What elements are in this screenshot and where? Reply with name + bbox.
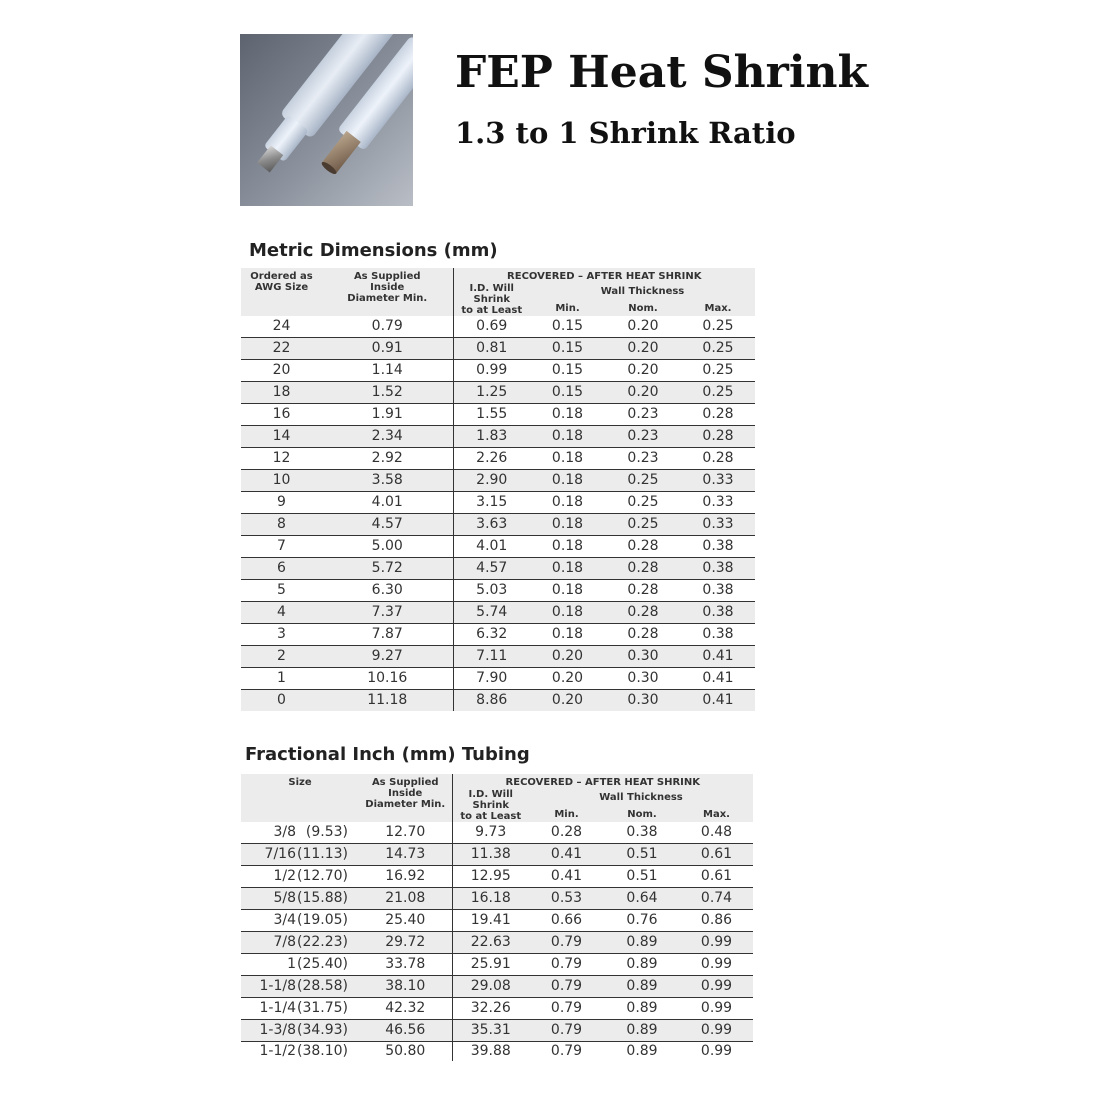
wall-max-cell: 0.25 (681, 360, 755, 382)
recovered-id-cell: 3.63 (453, 514, 530, 536)
wall-max-cell: 0.99 (680, 998, 753, 1020)
awg-size-cell: 6 (241, 558, 322, 580)
as-supplied-id-cell: 16.92 (359, 866, 452, 888)
wall-min-cell: 0.15 (530, 316, 605, 338)
wall-max-cell: 0.33 (681, 514, 755, 536)
size-cell (241, 954, 359, 976)
recovered-id-cell: 4.01 (453, 536, 530, 558)
recovered-id-cell: 16.18 (452, 888, 529, 910)
as-supplied-id-cell: 5.72 (322, 558, 453, 580)
wall-min-cell: 0.15 (530, 382, 605, 404)
fraction-section-title: Fractional Inch (mm) Tubing (245, 744, 530, 765)
wall-min-cell: 0.18 (530, 580, 605, 602)
table-row (241, 448, 755, 470)
wall-nom-cell: 0.23 (605, 426, 681, 448)
wall-nom-cell: 0.23 (605, 448, 681, 470)
wall-min-cell: 0.18 (530, 448, 605, 470)
awg-size-cell: 4 (241, 602, 322, 624)
metric-dimensions-table (241, 268, 755, 711)
wall-nom-cell: 0.28 (605, 624, 681, 646)
wall-nom-cell: 0.30 (605, 690, 681, 712)
table-row (241, 426, 755, 448)
size-fraction: 1 (287, 956, 296, 972)
column-header-min: Min. (529, 803, 604, 822)
awg-size-cell: 1 (241, 668, 322, 690)
as-supplied-id-cell: 2.34 (322, 426, 453, 448)
wall-max-cell: 0.61 (680, 844, 753, 866)
wall-nom-cell: 0.51 (604, 866, 680, 888)
recovered-id-cell: 5.03 (453, 580, 530, 602)
wall-max-cell: 0.28 (681, 426, 755, 448)
as-supplied-id-cell: 0.79 (322, 316, 453, 338)
wall-max-cell: 0.33 (681, 470, 755, 492)
wall-min-cell: 0.18 (530, 470, 605, 492)
wall-nom-cell: 0.23 (605, 404, 681, 426)
recovered-id-cell: 2.90 (453, 470, 530, 492)
wall-nom-cell: 0.89 (604, 1020, 680, 1042)
wall-nom-cell: 0.20 (605, 316, 681, 338)
wall-min-cell: 0.20 (530, 646, 605, 668)
awg-size-cell: 0 (241, 690, 322, 712)
wall-max-cell: 0.99 (680, 932, 753, 954)
size-cell (241, 998, 359, 1020)
wall-max-cell: 0.38 (681, 580, 755, 602)
awg-size-cell: 7 (241, 536, 322, 558)
wall-max-cell: 0.33 (681, 492, 755, 514)
table-row (241, 580, 755, 602)
size-cell (241, 910, 359, 932)
wall-max-cell: 0.99 (680, 976, 753, 998)
table-row (241, 338, 755, 360)
wall-nom-cell: 0.25 (605, 514, 681, 536)
wall-max-cell: 0.99 (680, 954, 753, 976)
as-supplied-id-cell: 11.18 (322, 690, 453, 712)
table-row (241, 888, 753, 910)
wall-max-cell: 0.41 (681, 668, 755, 690)
column-group-wall-thickness: Wall Thickness (529, 789, 753, 803)
awg-size-cell: 18 (241, 382, 322, 404)
awg-size-cell: 24 (241, 316, 322, 338)
wall-nom-cell: 0.89 (604, 932, 680, 954)
recovered-id-cell: 7.90 (453, 668, 530, 690)
size-mm: (19.05) (296, 912, 348, 928)
recovered-id-cell: 12.95 (452, 866, 529, 888)
awg-size-cell: 3 (241, 624, 322, 646)
as-supplied-id-cell: 4.01 (322, 492, 453, 514)
wall-max-cell: 0.48 (680, 822, 753, 844)
product-photo (240, 34, 413, 206)
wall-max-cell: 0.99 (680, 1020, 753, 1042)
wall-min-cell: 0.79 (529, 954, 604, 976)
wall-min-cell: 0.18 (530, 514, 605, 536)
awg-size-cell: 22 (241, 338, 322, 360)
column-header-id-shrink: I.D. Will Shrink to at Least (453, 283, 530, 316)
wall-min-cell: 0.79 (550, 1043, 583, 1059)
awg-size-cell: 8 (241, 514, 322, 536)
as-supplied-id-cell: 33.78 (359, 954, 452, 976)
wall-min-cell: 0.18 (530, 404, 605, 426)
size-cell (241, 888, 359, 910)
recovered-id-cell: 6.32 (453, 624, 530, 646)
size-fraction: 3/8 (273, 824, 296, 840)
recovered-id-cell: 7.11 (453, 646, 530, 668)
size-cell (241, 866, 359, 888)
metric-section-title: Metric Dimensions (mm) (249, 240, 498, 261)
wall-min-cell: 0.15 (530, 360, 605, 382)
wall-min-cell: 0.79 (529, 998, 604, 1020)
as-supplied-id-cell: 29.72 (359, 932, 452, 954)
recovered-id-cell: 5.74 (453, 602, 530, 624)
as-supplied-id-cell: 12.70 (359, 822, 452, 844)
size-fraction: 1/2 (273, 868, 296, 884)
column-header-id-shrink: I.D. Will Shrink to at Least (452, 789, 529, 822)
wall-min-cell: 0.18 (530, 536, 605, 558)
wall-nom-cell: 0.89 (604, 954, 680, 976)
wall-nom-cell: 0.30 (605, 646, 681, 668)
page-subtitle: 1.3 to 1 Shrink Ratio (455, 116, 796, 150)
size-fraction: 3/4 (273, 912, 296, 928)
wall-max-cell: 0.25 (681, 316, 755, 338)
recovered-id-cell: 0.69 (453, 316, 530, 338)
table-row (241, 514, 755, 536)
size-fraction: 5/8 (273, 890, 296, 906)
wall-min-cell: 0.41 (529, 844, 604, 866)
awg-size-cell: 16 (241, 404, 322, 426)
table-row (241, 1042, 753, 1062)
wall-nom-cell: 0.89 (604, 976, 680, 998)
size-fraction: 7/16 (264, 846, 296, 862)
awg-size-cell: 5 (241, 580, 322, 602)
wall-nom-cell: 0.20 (605, 360, 681, 382)
wall-max-cell: 0.25 (681, 382, 755, 404)
wall-max-cell: 0.41 (681, 646, 755, 668)
column-header-as-supplied: As Supplied Inside Diameter Min. (359, 774, 452, 822)
wall-nom-cell: 0.76 (604, 910, 680, 932)
table-row (241, 844, 753, 866)
wall-min-cell: 0.66 (529, 910, 604, 932)
size-fraction: 1-3/8 (259, 1022, 296, 1038)
as-supplied-id-cell: 10.16 (322, 668, 453, 690)
recovered-id-cell: 0.81 (453, 338, 530, 360)
size-cell (241, 1020, 359, 1042)
table-row (241, 470, 755, 492)
wall-nom-cell: 0.89 (626, 1043, 658, 1059)
as-supplied-id-cell: 2.92 (322, 448, 453, 470)
recovered-id-cell: 19.41 (452, 910, 529, 932)
wall-nom-cell: 0.28 (605, 580, 681, 602)
wall-min-cell: 0.79 (529, 932, 604, 954)
wall-nom-cell: 0.25 (605, 492, 681, 514)
as-supplied-id-cell: 14.73 (359, 844, 452, 866)
size-mm: (9.53) (305, 824, 348, 840)
size-mm: (11.13) (296, 846, 348, 862)
table-row (241, 954, 753, 976)
table-row (241, 316, 755, 338)
wall-min-cell: 0.53 (529, 888, 604, 910)
size-cell (241, 976, 359, 998)
as-supplied-id-cell: 7.87 (322, 624, 453, 646)
wall-nom-cell: 0.28 (605, 602, 681, 624)
size-mm: (15.88) (296, 890, 348, 906)
column-header-awg-size: Ordered as AWG Size (241, 268, 322, 316)
table-row (241, 690, 755, 712)
column-group-wall-thickness: Wall Thickness (530, 283, 755, 297)
size-fraction: 7/8 (273, 934, 296, 950)
wall-max-cell: 0.74 (680, 888, 753, 910)
wall-nom-cell: 0.20 (605, 382, 681, 404)
column-header-nom: Nom. (604, 803, 680, 822)
wall-nom-cell: 0.25 (605, 470, 681, 492)
size-mm: (31.75) (296, 1000, 348, 1016)
wall-max-cell: 0.38 (681, 536, 755, 558)
as-supplied-id-cell: 38.10 (359, 976, 452, 998)
wall-max-cell: 0.28 (681, 448, 755, 470)
table-row (241, 602, 755, 624)
table-row (241, 998, 753, 1020)
recovered-id-cell: 8.86 (453, 690, 530, 712)
size-mm: (38.10) (296, 1043, 348, 1059)
as-supplied-id-cell: 1.91 (322, 404, 453, 426)
table-row (241, 360, 755, 382)
column-header-size: Size (241, 774, 359, 822)
recovered-id-cell: 35.31 (452, 1020, 529, 1042)
wall-max-cell: 0.99 (700, 1043, 733, 1059)
size-mm: (22.23) (296, 934, 348, 950)
wall-min-cell: 0.18 (530, 624, 605, 646)
fractional-inch-table (241, 774, 753, 1061)
table-row (241, 646, 755, 668)
wall-min-cell: 0.18 (530, 558, 605, 580)
size-fraction: 1-1/8 (259, 978, 296, 994)
table-row (241, 866, 753, 888)
wall-max-cell: 0.25 (681, 338, 755, 360)
size-mm: (28.58) (296, 978, 348, 994)
wall-min-cell: 0.28 (529, 822, 604, 844)
wall-max-cell: 0.41 (681, 690, 755, 712)
column-header-as-supplied: As Supplied Inside Diameter Min. (322, 268, 453, 316)
column-header-nom: Nom. (605, 297, 681, 316)
as-supplied-id-cell: 46.56 (359, 1020, 452, 1042)
wall-min-cell: 0.79 (529, 1020, 604, 1042)
wall-nom-cell: 0.38 (604, 822, 680, 844)
wall-nom-cell: 0.64 (604, 888, 680, 910)
size-cell (241, 844, 359, 866)
as-supplied-id-cell: 42.32 (359, 998, 452, 1020)
size-mm: (34.93) (296, 1022, 348, 1038)
recovered-id-cell: 39.88 (452, 1042, 529, 1062)
wall-min-cell: 0.18 (530, 602, 605, 624)
as-supplied-id-cell: 25.40 (359, 910, 452, 932)
awg-size-cell: 20 (241, 360, 322, 382)
wall-nom-cell: 0.89 (604, 998, 680, 1020)
as-supplied-id-cell: 9.27 (322, 646, 453, 668)
recovered-id-cell: 1.25 (453, 382, 530, 404)
table-row (241, 932, 753, 954)
table-row (241, 624, 755, 646)
size-mm: (12.70) (296, 868, 348, 884)
table-row (241, 1020, 753, 1042)
recovered-id-cell: 9.73 (452, 822, 529, 844)
as-supplied-id-cell: 21.08 (359, 888, 452, 910)
wall-nom-cell: 0.30 (605, 668, 681, 690)
table-row (241, 558, 755, 580)
as-supplied-id-cell: 1.52 (322, 382, 453, 404)
wall-min-cell: 0.41 (529, 866, 604, 888)
as-supplied-id-cell: 0.91 (322, 338, 453, 360)
wall-min-cell: 0.20 (530, 668, 605, 690)
size-fraction: 1-1/2 (259, 1043, 296, 1059)
wall-max-cell: 0.86 (680, 910, 753, 932)
wall-max-cell: 0.38 (681, 558, 755, 580)
awg-size-cell: 9 (241, 492, 322, 514)
as-supplied-id-cell: 6.30 (322, 580, 453, 602)
heat-shrink-tubing-image (240, 34, 413, 206)
table-row (241, 404, 755, 426)
as-supplied-id-cell: 4.57 (322, 514, 453, 536)
recovered-id-cell: 2.26 (453, 448, 530, 470)
awg-size-cell: 12 (241, 448, 322, 470)
wall-nom-cell: 0.51 (604, 844, 680, 866)
recovered-id-cell: 22.63 (452, 932, 529, 954)
table-row (241, 822, 753, 844)
table-row (241, 668, 755, 690)
wall-max-cell: 0.38 (681, 602, 755, 624)
as-supplied-id-cell: 7.37 (322, 602, 453, 624)
column-group-recovered: RECOVERED – AFTER HEAT SHRINK (452, 774, 753, 789)
page-title: FEP Heat Shrink (455, 47, 869, 98)
wall-nom-cell: 0.20 (605, 338, 681, 360)
recovered-id-cell: 29.08 (452, 976, 529, 998)
recovered-id-cell: 4.57 (453, 558, 530, 580)
wall-min-cell: 0.18 (530, 492, 605, 514)
recovered-id-cell: 1.55 (453, 404, 530, 426)
recovered-id-cell: 0.99 (453, 360, 530, 382)
wall-min-cell: 0.79 (529, 976, 604, 998)
as-supplied-id-cell: 5.00 (322, 536, 453, 558)
as-supplied-id-cell: 1.14 (322, 360, 453, 382)
size-cell (241, 1042, 359, 1062)
recovered-id-cell: 1.83 (453, 426, 530, 448)
size-mm: (25.40) (296, 956, 348, 972)
table-row (241, 492, 755, 514)
wall-min-cell: 0.20 (530, 690, 605, 712)
table-row (241, 910, 753, 932)
table-row (241, 536, 755, 558)
wall-max-cell: 0.28 (681, 404, 755, 426)
as-supplied-id-cell: 50.80 (385, 1043, 426, 1059)
recovered-id-cell: 11.38 (452, 844, 529, 866)
as-supplied-id-cell: 3.58 (322, 470, 453, 492)
recovered-id-cell: 32.26 (452, 998, 529, 1020)
awg-size-cell: 14 (241, 426, 322, 448)
recovered-id-cell: 3.15 (453, 492, 530, 514)
recovered-id-cell: 25.91 (452, 954, 529, 976)
size-cell (241, 822, 359, 844)
column-header-max: Max. (681, 297, 755, 316)
column-header-max: Max. (680, 803, 753, 822)
wall-max-cell: 0.38 (681, 624, 755, 646)
wall-nom-cell: 0.28 (605, 536, 681, 558)
wall-min-cell: 0.18 (530, 426, 605, 448)
awg-size-cell: 2 (241, 646, 322, 668)
table-row (241, 976, 753, 998)
table-row (241, 382, 755, 404)
column-group-recovered: RECOVERED – AFTER HEAT SHRINK (453, 268, 755, 283)
size-cell (241, 932, 359, 954)
wall-min-cell: 0.15 (530, 338, 605, 360)
awg-size-cell: 10 (241, 470, 322, 492)
wall-max-cell: 0.61 (680, 866, 753, 888)
wall-nom-cell: 0.28 (605, 558, 681, 580)
column-header-min: Min. (530, 297, 605, 316)
size-fraction: 1-1/4 (259, 1000, 296, 1016)
